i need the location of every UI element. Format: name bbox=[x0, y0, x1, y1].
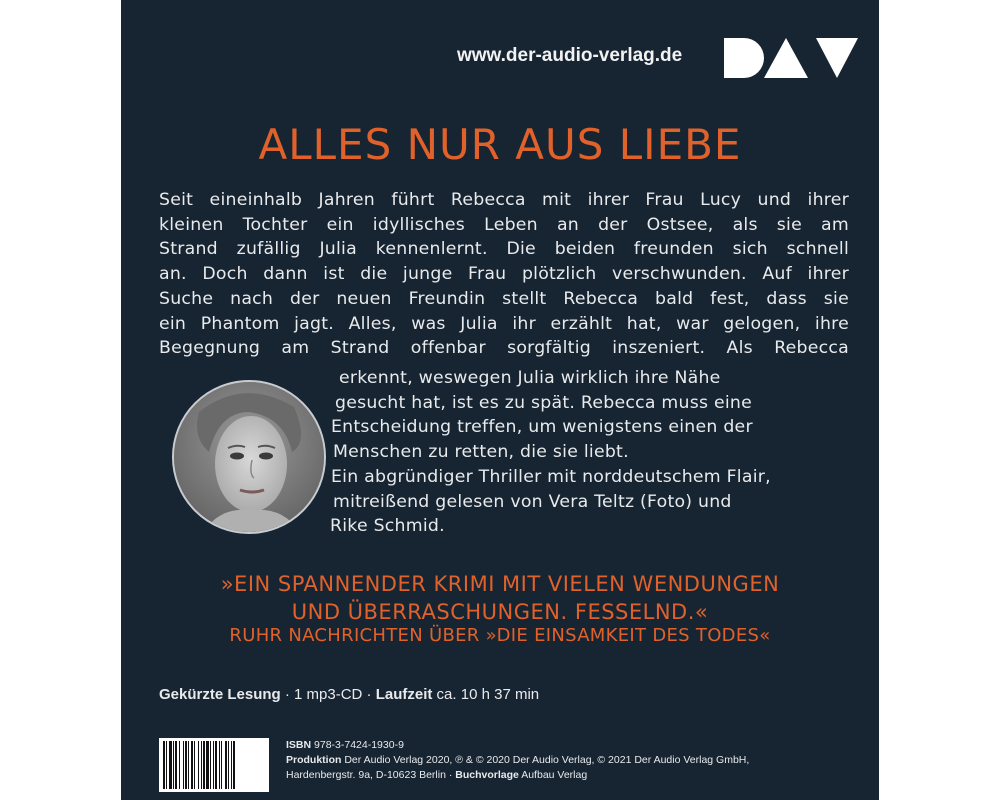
barcode-icon bbox=[159, 738, 269, 792]
format-label: Gekürzte Lesung bbox=[159, 686, 281, 703]
isbn-value: 978-3-7424-1930-9 bbox=[311, 739, 404, 751]
dav-logo bbox=[724, 36, 934, 84]
description-line: Rike Schmid. bbox=[330, 516, 445, 537]
isbn-label: ISBN bbox=[286, 739, 312, 751]
description-line: Menschen zu retten, die sie liebt. bbox=[333, 442, 629, 463]
description-line: Begegnung am Strand offenbar sorgfältig inszeniert. Als Rebecca bbox=[159, 338, 849, 359]
description-line: ein Phantom jagt. Alles, was Julia ihr erzählt hat, war gelogen, ihre bbox=[159, 313, 849, 334]
narrator-portrait bbox=[172, 380, 326, 534]
book-title: ALLES NUR AUS LIEBE bbox=[258, 120, 742, 169]
barcode bbox=[159, 738, 269, 792]
description-line: an. Doch dann ist die junge Frau plötzlich verschwunden. Auf ihrer bbox=[159, 264, 849, 285]
format-details: · 1 mp3-CD · bbox=[280, 686, 376, 703]
template-value: Aufbau Verlag bbox=[518, 769, 588, 781]
description-line: Seit eineinhalb Jahren führt Rebecca mit ihrer Frau Lucy und ihrer bbox=[159, 190, 849, 210]
description-line: Strand zufällig Julia kennenlernt. Die beiden freunden sich schnell bbox=[159, 239, 849, 260]
description-line: erkennt, weswegen Julia wirklich ihre Nähe bbox=[339, 368, 721, 388]
description-top bbox=[159, 188, 849, 361]
runtime-label: Laufzeit bbox=[375, 686, 433, 703]
product-meta bbox=[159, 686, 539, 703]
quote-line: »EIN SPANNENDER KRIMI MIT VIELEN WENDUNGEN bbox=[220, 572, 780, 596]
production-value: Der Audio Verlag 2020, ℗ & © 2020 Der Audio Verlag, © 2021 Der Audio Verlag GmbH, bbox=[341, 754, 750, 766]
legal-info bbox=[286, 738, 749, 783]
cover-back-panel bbox=[121, 0, 879, 800]
publisher-url[interactable]: www.der-audio-verlag.de bbox=[457, 45, 683, 66]
description-line: Entscheidung treffen, um wenigstens einen der bbox=[331, 417, 753, 438]
description-line: Suche nach der neuen Freundin stellt Rebecca bald fest, dass sie bbox=[159, 288, 849, 309]
description-wrapped bbox=[330, 366, 859, 539]
description-line: kleinen Tochter ein idyllisches Leben an der Ostsee, als sie am bbox=[159, 214, 849, 235]
description-line: mitreißend gelesen von Vera Teltz (Foto) und bbox=[333, 491, 732, 512]
dav-logo-mark bbox=[724, 36, 934, 80]
address: Hardenbergstr. 9a, D-10623 Berlin · bbox=[286, 769, 456, 781]
template-label: Buchvorlage bbox=[455, 769, 519, 781]
description-line: gesucht hat, ist es zu spät. Rebecca muss eine bbox=[335, 392, 752, 413]
press-quote bbox=[121, 570, 879, 626]
quote-source: RUHR NACHRICHTEN ÜBER »DIE EINSAMKEIT DES TODES« bbox=[229, 625, 771, 646]
production-label: Produktion bbox=[286, 754, 342, 766]
description-line: Ein abgründiger Thriller mit norddeutschem Flair, bbox=[331, 466, 771, 487]
runtime-value: ca. 10 h 37 min bbox=[432, 686, 540, 703]
portrait-image bbox=[174, 382, 324, 532]
quote-line: UND ÜBERRASCHUNGEN. FESSELND.« bbox=[291, 600, 709, 624]
